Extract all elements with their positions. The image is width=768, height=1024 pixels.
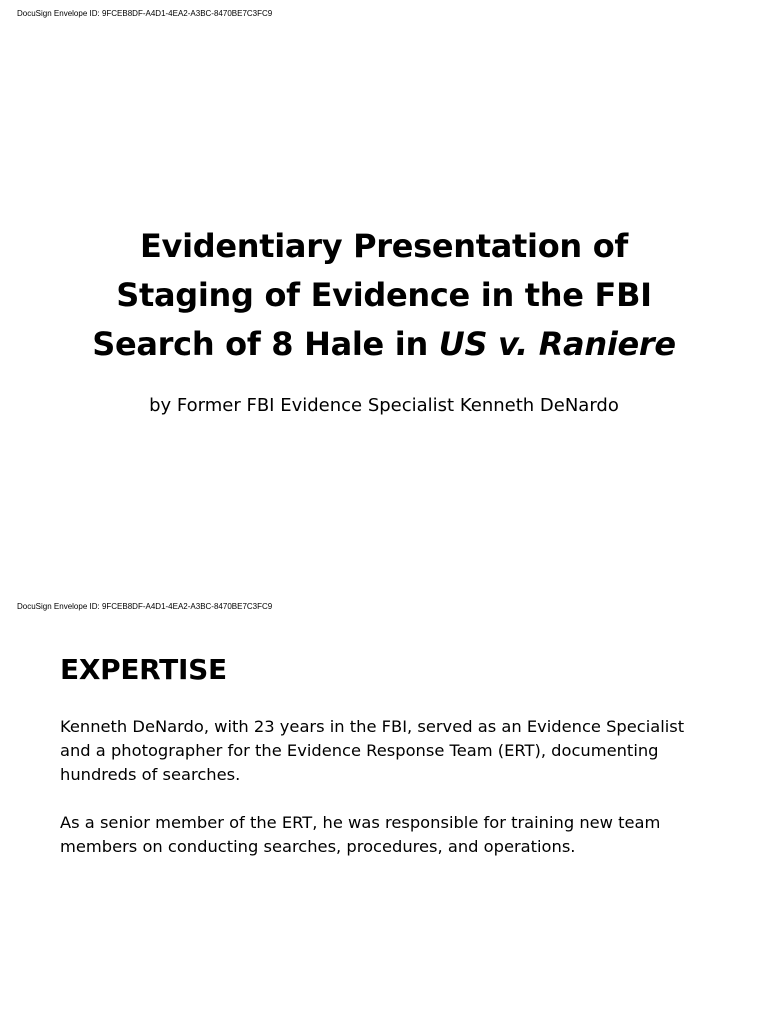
envelope-id-header-page-2: DocuSign Envelope ID: 9FCEB8DF-A4D1-4EA2-A3BC-8470BE7C3FC9 xyxy=(17,602,273,611)
envelope-id-header: DocuSign Envelope ID: 9FCEB8DF-A4D1-4EA2-A3BC-8470BE7C3FC9 xyxy=(17,9,273,18)
title-line-2: Staging of Evidence in the FBI xyxy=(116,276,652,314)
author-byline: by Former FBI Evidence Specialist Kenneth DeNardo xyxy=(149,395,619,416)
title-line-3 xyxy=(0,320,768,369)
paragraph: Kenneth DeNardo, with 23 years in the FBI, served as an Evidence Specialist and a photographer for the Evidence Response Team (ERT), documenting hundreds of searches. xyxy=(60,717,685,784)
document-title xyxy=(0,222,768,369)
title-line-1: Evidentiary Presentation of xyxy=(139,227,629,265)
section-heading-expertise: EXPERTISE xyxy=(60,653,227,686)
title-line-3-prefix: Search of 8 Hale in xyxy=(92,325,439,363)
paragraph: As a senior member of the ERT, he was responsible for training new team members on conducting searches, procedures, and operations. xyxy=(60,813,661,856)
case-name: US v. Raniere xyxy=(438,325,676,363)
